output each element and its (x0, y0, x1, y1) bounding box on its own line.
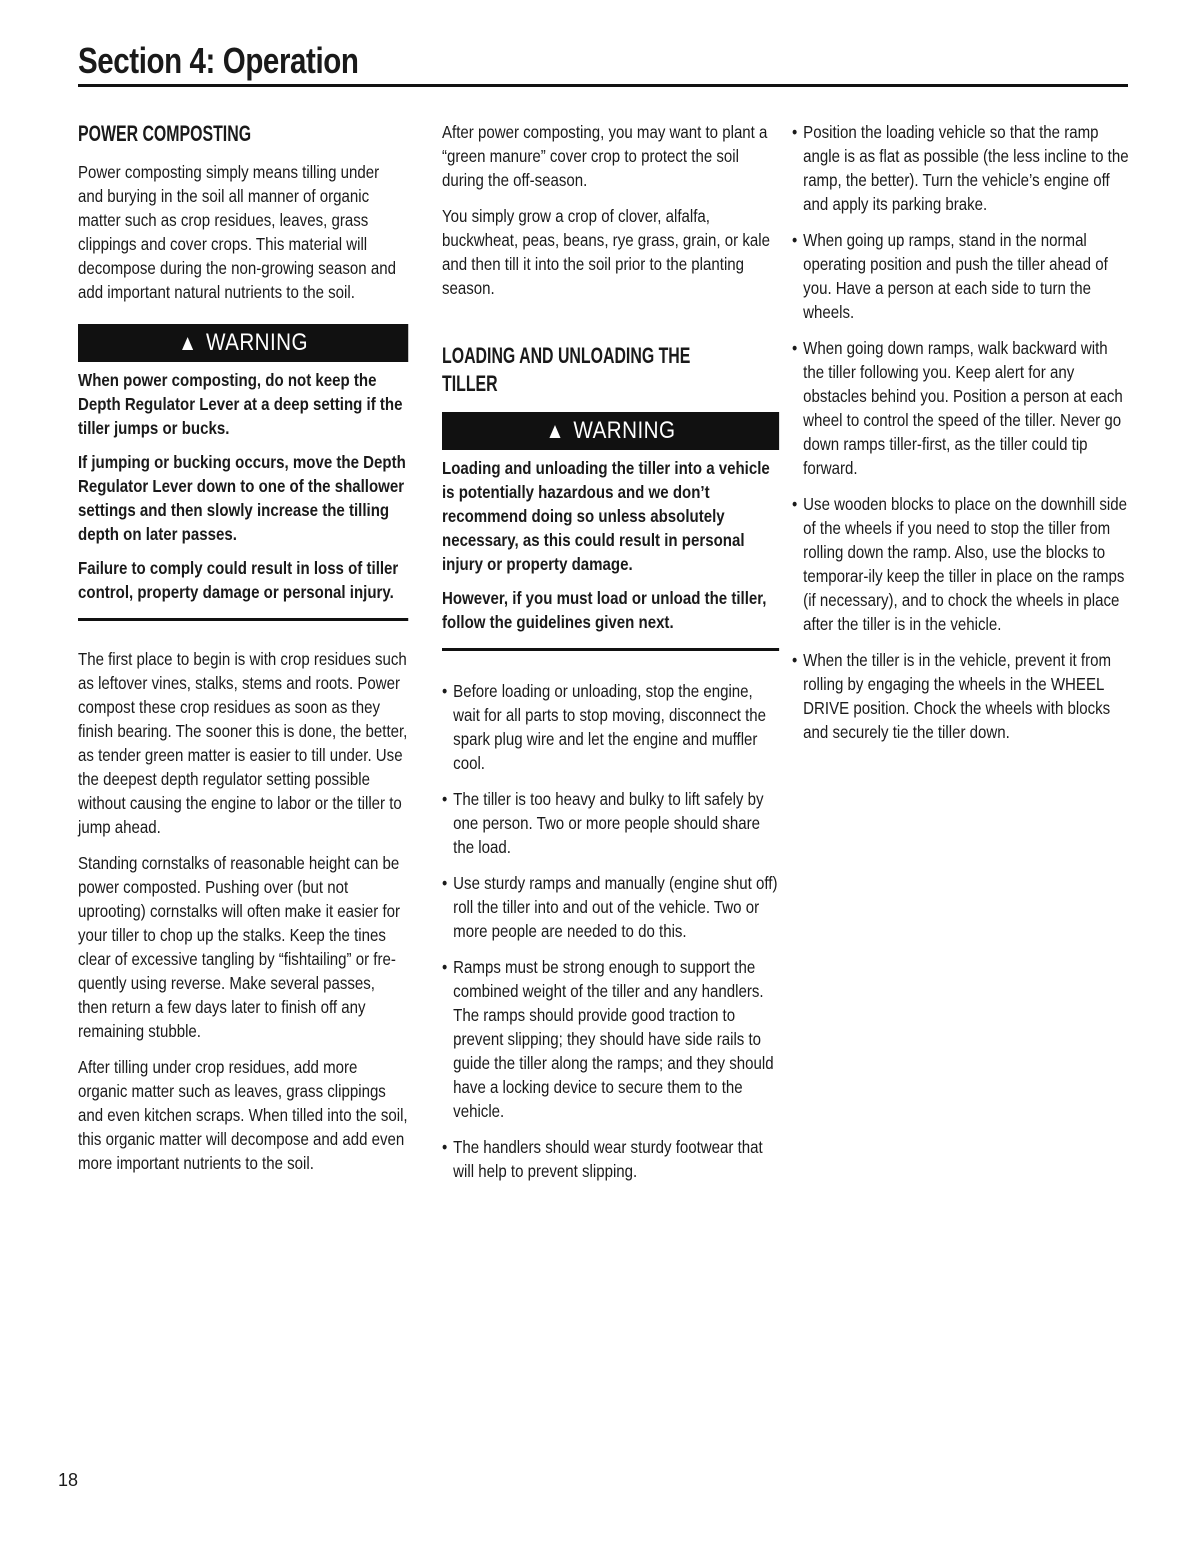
list-item: • Ramps must be strong enough to support the combined weight of the tiller and any handlers. The ramps should provide good traction to prevent slipping; they should have side rails to guide the tiller along the ramps; and they should have a locking device to secure them to the vehicle. (442, 955, 779, 1123)
power-composting-heading: POWER COMPOSTING (78, 121, 252, 146)
loading-bullets (792, 120, 1133, 744)
column-1 (78, 120, 408, 1187)
list-item: • When the tiller is in the vehicle, prevent it from rolling by engaging the wheels in the WHEEL DRIVE position. Chock the wheels with blocks and securely tie the tiller down. (792, 648, 1133, 744)
power-composting-intro: Power composting simply means tilling under and burying in the soil all manner of organic matter such as crop residues, leaves, grass clippings and cover crops. This material will decompose during the non-growing season and add important natural nutrients to the soil. (78, 162, 396, 302)
warning-paragraph: However, if you must load or unload the tiller, follow the guidelines given next. (442, 588, 767, 632)
page-number: 18 (58, 1470, 79, 1490)
warning-label: WARNING (205, 329, 308, 356)
warning-paragraph: If jumping or bucking occurs, move the Depth Regulator Lever down to one of the shallower settings and then slowly increase the tilling depth on later passes. (78, 452, 406, 544)
list-item: • When going down ramps, walk backward with the tiller following you. Keep alert for any obstacles behind you. Position a person at each wheel to control the speed of the tiller. Never go down ramps tiller-first, as the tiller could tip forward. (792, 336, 1133, 480)
warning-paragraph: Failure to comply could result in loss of tiller control, property damage or personal injury. (78, 558, 399, 602)
warning-box-power-composting (78, 324, 408, 621)
column-3 (792, 120, 1132, 756)
title-rule (78, 84, 1128, 87)
body-paragraph: You simply grow a crop of clover, alfalfa, buckwheat, peas, beans, rye grass, grain, or kale and then till it into the soil prior to the planting season. (442, 206, 770, 298)
column-2 (442, 120, 779, 1195)
warning-bar (442, 412, 779, 450)
list-item: • When going up ramps, stand in the normal operating position and push the tiller ahead of you. Have a person at each side to turn the wheels. (792, 228, 1133, 324)
body-paragraph: The first place to begin is with crop residues such as leftover vines, stalks, stems and roots. Power compost these crop residues as soon as they finish bearing. The sooner this is done, the better, as tender green matter is easier to till under. Use the deepest depth regulator setting possible without causing the engine to labor or the tiller to jump ahead. (78, 649, 408, 837)
list-item: • Use sturdy ramps and manually (engine shut off) roll the tiller into and out of the vehicle. Two or more people are needed to do this. (442, 871, 779, 943)
loading-heading: LOADING AND UNLOADING THE TILLER (442, 343, 691, 396)
body-paragraph: Standing cornstalks of reasonable height can be power composted. Pushing over (but not uprooting) cornstalks will often make it easier for your tiller to chop up the stalks. Keep the tines clear of excessive tangling by “fishtailing” or fre-quently using reverse. Make several passes, then return a few days later to finish off any remaining stubble. (78, 853, 401, 1041)
warning-paragraph: When power composting, do not keep the Depth Regulator Lever at a deep setting if the tiller jumps or bucks. (78, 370, 403, 438)
list-item: • Position the loading vehicle so that the ramp angle is as flat as possible (the less incline to the ramp, the better). Turn the vehicle’s engine off and apply its parking brake. (792, 120, 1133, 216)
warning-bar (78, 324, 408, 362)
list-item: • Use wooden blocks to place on the downhill side of the wheels if you need to stop the tiller from rolling down the ramp. Also, use the blocks to temporar-ily keep the tiller in place on the ramps (if necessary), and to chock the wheels in place after the tiller is in the vehicle. (792, 492, 1133, 636)
body-paragraph: After power composting, you may want to plant a “green manure” cover crop to protect the soil during the off-season. (442, 122, 768, 190)
warning-triangle-icon: ▲ (178, 330, 198, 355)
section-title: Section 4: Operation (78, 40, 359, 81)
body-paragraph: After tilling under crop residues, add more organic matter such as leaves, grass clippings and even kitchen scraps. When tilled into the soil, this organic matter will decompose and add even more important nutrients to the soil. (78, 1057, 408, 1173)
loading-bullets (442, 679, 779, 1183)
list-item: • The tiller is too heavy and bulky to lift safely by one person. Two or more people should share the load. (442, 787, 779, 859)
warning-label: WARNING (573, 417, 676, 444)
list-item: • The handlers should wear sturdy footwear that will help to prevent slipping. (442, 1135, 779, 1183)
warning-box-loading (442, 412, 779, 651)
warning-paragraph: Loading and unloading the tiller into a vehicle is potentially hazardous and we don’t recommend doing so unless absolutely necessary, as this could result in personal injury or property damage. (442, 458, 770, 574)
warning-triangle-icon: ▲ (545, 418, 565, 443)
list-item: • Before loading or unloading, stop the engine, wait for all parts to stop moving, disconnect the spark plug wire and let the engine and muffler cool. (442, 679, 779, 775)
